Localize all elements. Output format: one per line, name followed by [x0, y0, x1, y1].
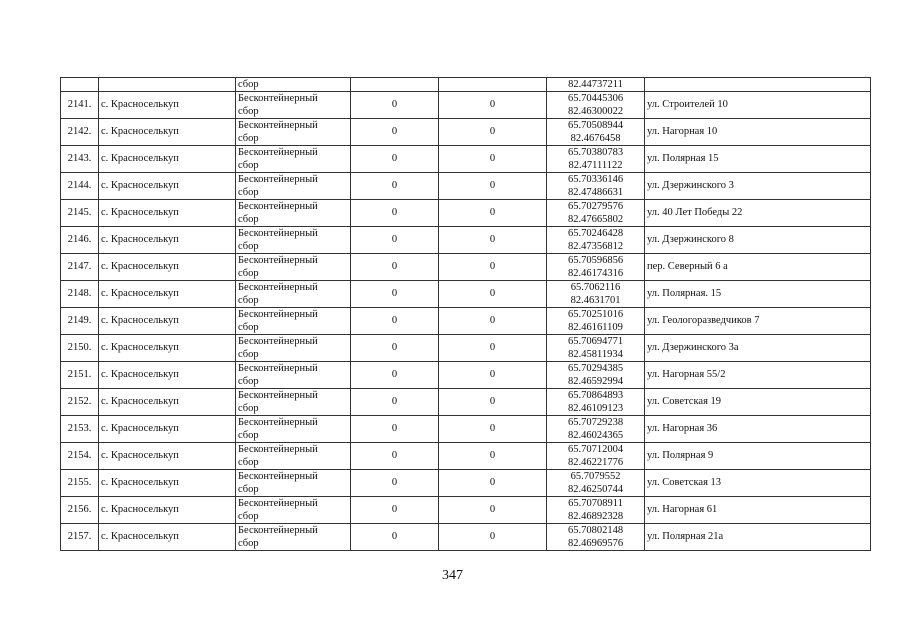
type-line-2: сбор	[238, 376, 259, 387]
cell-address: пер. Северный 6 а	[645, 254, 871, 281]
latitude: 65.70445306	[567, 93, 624, 104]
longitude: 82.47111122	[568, 160, 623, 171]
longitude: 82.45811934	[568, 349, 623, 360]
cell-value-2: 0	[439, 92, 547, 119]
type-line-2: сбор	[238, 538, 259, 549]
cell-number: 2148.	[61, 281, 99, 308]
cell-type	[236, 227, 351, 254]
cell-value-2: 0	[439, 497, 547, 524]
longitude: 82.46221776	[567, 457, 624, 468]
table-row	[61, 281, 871, 308]
cell-place: с. Красноселькуп	[99, 389, 236, 416]
type-line-1: Бесконтейнерный	[238, 363, 318, 374]
cell-value-1: 0	[351, 443, 439, 470]
type-line-1: Бесконтейнерный	[238, 471, 318, 482]
cell-value-1: 0	[351, 227, 439, 254]
table-row	[61, 254, 871, 281]
type-line-1: Бесконтейнерный	[238, 120, 318, 131]
cell-number: 2144.	[61, 173, 99, 200]
cell-type	[236, 200, 351, 227]
cell-place: с. Красноселькуп	[99, 362, 236, 389]
cell-value-2: 0	[439, 443, 547, 470]
cell-number: 2155.	[61, 470, 99, 497]
cell-address: ул. Советская 19	[645, 389, 871, 416]
cell-value-1: 0	[351, 173, 439, 200]
cell-number: 2143.	[61, 146, 99, 173]
latitude: 65.70712004	[567, 444, 624, 455]
cell-number: 2149.	[61, 308, 99, 335]
longitude: 82.47486631	[567, 187, 624, 198]
latitude: 65.70864893	[567, 390, 624, 401]
table-row	[61, 200, 871, 227]
latitude: 65.70251016	[567, 309, 624, 320]
cell-place: с. Красноселькуп	[99, 227, 236, 254]
cell-type	[236, 416, 351, 443]
table-row	[61, 497, 871, 524]
table-row	[61, 362, 871, 389]
latitude: 65.70294385	[567, 363, 624, 374]
cell-place: с. Красноселькуп	[99, 497, 236, 524]
type-line-2: сбор	[238, 322, 259, 333]
cell-place: с. Красноселькуп	[99, 200, 236, 227]
cell-type	[236, 470, 351, 497]
cell-value-2: 0	[439, 173, 547, 200]
latitude: 65.70694771	[567, 336, 624, 347]
type-line-2: сбор	[238, 214, 259, 225]
cell-number: 2156.	[61, 497, 99, 524]
latitude: 65.70336146	[567, 174, 624, 185]
type-line-1: Бесконтейнерный	[238, 309, 318, 320]
table-row-partial	[61, 78, 871, 92]
longitude: 82.4631701	[570, 295, 621, 306]
cell-value-2: 0	[439, 335, 547, 362]
cell-type: сбор	[236, 78, 351, 92]
type-line-1: Бесконтейнерный	[238, 228, 318, 239]
type-line-2: сбор	[238, 187, 259, 198]
type-line-2: сбор	[238, 160, 259, 171]
cell-coordinates	[547, 146, 645, 173]
type-line-1: Бесконтейнерный	[238, 444, 318, 455]
type-line-1: Бесконтейнерный	[238, 201, 318, 212]
cell-coordinates	[547, 227, 645, 254]
table-row	[61, 308, 871, 335]
cell-number: 2142.	[61, 119, 99, 146]
type-line-1: Бесконтейнерный	[238, 282, 318, 293]
cell-type	[236, 173, 351, 200]
cell-number: 2146.	[61, 227, 99, 254]
table-row	[61, 443, 871, 470]
latitude: 65.7079552	[570, 471, 621, 482]
cell-address: ул. Строителей 10	[645, 92, 871, 119]
type-line-1: Бесконтейнерный	[238, 147, 318, 158]
latitude: 65.70508944	[567, 120, 624, 131]
cell-value-2: 0	[439, 524, 547, 551]
cell-value-1: 0	[351, 308, 439, 335]
type-line-1: Бесконтейнерный	[238, 255, 318, 266]
cell-address: ул. Советская 13	[645, 470, 871, 497]
cell-address: ул. Дзержинского 3	[645, 173, 871, 200]
cell-value-2: 0	[439, 308, 547, 335]
type-line-2: сбор	[238, 349, 259, 360]
cell-coordinates	[547, 173, 645, 200]
type-line-2: сбор	[238, 268, 259, 279]
cell-number	[61, 78, 99, 92]
cell-coordinates	[547, 362, 645, 389]
cell-value-1: 0	[351, 524, 439, 551]
type-line-1: Бесконтейнерный	[238, 417, 318, 428]
cell-place: с. Красноселькуп	[99, 254, 236, 281]
cell-place: с. Красноселькуп	[99, 470, 236, 497]
cell-type	[236, 308, 351, 335]
type-line-1: Бесконтейнерный	[238, 525, 318, 536]
cell-coordinates	[547, 497, 645, 524]
cell-coordinates	[547, 254, 645, 281]
latitude: 65.70279576	[567, 201, 624, 212]
cell-place: с. Красноселькуп	[99, 146, 236, 173]
cell-type	[236, 254, 351, 281]
cell-type	[236, 443, 351, 470]
type-line-1: Бесконтейнерный	[238, 93, 318, 104]
cell-address: ул. Полярная. 15	[645, 281, 871, 308]
cell-value-2: 0	[439, 254, 547, 281]
cell-value-1: 0	[351, 281, 439, 308]
longitude: 82.4676458	[570, 133, 621, 144]
cell-type	[236, 281, 351, 308]
latitude: 65.70380783	[567, 147, 624, 158]
table-row	[61, 524, 871, 551]
waste-collection-table	[60, 77, 871, 551]
cell-type	[236, 146, 351, 173]
cell-address: ул. Полярная 15	[645, 146, 871, 173]
cell-place: с. Красноселькуп	[99, 173, 236, 200]
latitude: 65.70802148	[567, 525, 624, 536]
cell-type	[236, 524, 351, 551]
cell-number: 2153.	[61, 416, 99, 443]
cell-place: с. Красноселькуп	[99, 281, 236, 308]
longitude: 82.46250744	[567, 484, 624, 495]
cell-value-1: 0	[351, 335, 439, 362]
table-body	[61, 78, 871, 551]
table-row	[61, 389, 871, 416]
type-line-1: Бесконтейнерный	[238, 336, 318, 347]
latitude: 65.7062116	[570, 282, 621, 293]
cell-coordinates: 82.44737211	[547, 78, 645, 92]
cell-value-2: 0	[439, 119, 547, 146]
longitude: 82.46109123	[567, 403, 624, 414]
cell-value-2: 0	[439, 281, 547, 308]
cell-address: ул. 40 Лет Победы 22	[645, 200, 871, 227]
cell-number: 2141.	[61, 92, 99, 119]
cell-number: 2152.	[61, 389, 99, 416]
latitude: 65.70708911	[568, 498, 623, 509]
cell-place: с. Красноселькуп	[99, 524, 236, 551]
cell-address: ул. Дзержинского 3а	[645, 335, 871, 362]
cell-coordinates	[547, 200, 645, 227]
type-line-2: сбор	[238, 457, 259, 468]
cell-type	[236, 389, 351, 416]
type-line-1: Бесконтейнерный	[238, 390, 318, 401]
cell-value-1: 0	[351, 362, 439, 389]
latitude: 65.70596856	[567, 255, 624, 266]
cell-coordinates	[547, 92, 645, 119]
table-row	[61, 416, 871, 443]
table-row	[61, 470, 871, 497]
cell-type	[236, 335, 351, 362]
cell-address: ул. Геологоразведчиков 7	[645, 308, 871, 335]
cell-type	[236, 119, 351, 146]
latitude: 65.70246428	[567, 228, 624, 239]
cell-coordinates	[547, 119, 645, 146]
cell-place: с. Красноселькуп	[99, 443, 236, 470]
table-row	[61, 92, 871, 119]
cell-value-1: 0	[351, 470, 439, 497]
cell-value-1: 0	[351, 254, 439, 281]
type-line-2: сбор	[238, 430, 259, 441]
cell-value-1: 0	[351, 92, 439, 119]
cell-place: с. Красноселькуп	[99, 92, 236, 119]
cell-type	[236, 497, 351, 524]
cell-number: 2150.	[61, 335, 99, 362]
longitude: 82.46892328	[567, 511, 624, 522]
table-row	[61, 173, 871, 200]
cell-coordinates	[547, 389, 645, 416]
type-line-2: сбор	[238, 133, 259, 144]
longitude: 82.46174316	[567, 268, 624, 279]
cell-coordinates	[547, 443, 645, 470]
cell-number: 2157.	[61, 524, 99, 551]
cell-value-2: 0	[439, 146, 547, 173]
cell-value-2: 0	[439, 389, 547, 416]
cell-type	[236, 362, 351, 389]
cell-value-1: 0	[351, 416, 439, 443]
type-line-1: Бесконтейнерный	[238, 498, 318, 509]
cell-value-1: 0	[351, 146, 439, 173]
cell-value-1: 0	[351, 497, 439, 524]
cell-value-2: 0	[439, 416, 547, 443]
cell-value-2: 0	[439, 227, 547, 254]
cell-number: 2145.	[61, 200, 99, 227]
cell-coordinates	[547, 281, 645, 308]
cell-address: ул. Полярная 21а	[645, 524, 871, 551]
cell-coordinates	[547, 308, 645, 335]
cell-address: ул. Нагорная 36	[645, 416, 871, 443]
cell-address: ул. Нагорная 10	[645, 119, 871, 146]
latitude: 65.70729238	[567, 417, 624, 428]
cell-address: ул. Дзержинского 8	[645, 227, 871, 254]
longitude: 82.46300022	[567, 106, 624, 117]
cell-coordinates	[547, 524, 645, 551]
cell-coordinates	[547, 416, 645, 443]
cell-coordinates	[547, 335, 645, 362]
cell-type	[236, 92, 351, 119]
type-line-2: сбор	[238, 484, 259, 495]
cell-number: 2154.	[61, 443, 99, 470]
cell-value-2: 0	[439, 362, 547, 389]
cell-value-1: 0	[351, 200, 439, 227]
longitude: 82.46161109	[568, 322, 623, 333]
cell-value-2: 0	[439, 470, 547, 497]
type-line-2: сбор	[238, 403, 259, 414]
table-row	[61, 146, 871, 173]
cell-place: с. Красноселькуп	[99, 335, 236, 362]
cell-address	[645, 78, 871, 92]
cell-place: с. Красноселькуп	[99, 308, 236, 335]
cell-value-2: 0	[439, 200, 547, 227]
cell-place	[99, 78, 236, 92]
longitude: 82.46969576	[567, 538, 624, 549]
type-line-1: Бесконтейнерный	[238, 174, 318, 185]
cell-address: ул. Нагорная 61	[645, 497, 871, 524]
cell-value-2	[439, 78, 547, 92]
cell-number: 2147.	[61, 254, 99, 281]
longitude: 82.46024365	[567, 430, 624, 441]
type-line-2: сбор	[238, 106, 259, 117]
cell-number: 2151.	[61, 362, 99, 389]
table-row	[61, 227, 871, 254]
cell-place: с. Красноселькуп	[99, 119, 236, 146]
cell-value-1: 0	[351, 389, 439, 416]
table-row	[61, 335, 871, 362]
longitude: 82.47665802	[567, 214, 624, 225]
cell-coordinates	[547, 470, 645, 497]
cell-place: с. Красноселькуп	[99, 416, 236, 443]
type-line-2: сбор	[238, 511, 259, 522]
type-line-2: сбор	[238, 295, 259, 306]
page-number: 347	[442, 568, 463, 583]
longitude: 82.47356812	[567, 241, 624, 252]
cell-address: ул. Нагорная 55/2	[645, 362, 871, 389]
cell-value-1: 0	[351, 119, 439, 146]
cell-address: ул. Полярная 9	[645, 443, 871, 470]
type-line-2: сбор	[238, 241, 259, 252]
cell-value-1	[351, 78, 439, 92]
longitude: 82.46592994	[567, 376, 624, 387]
table-row	[61, 119, 871, 146]
